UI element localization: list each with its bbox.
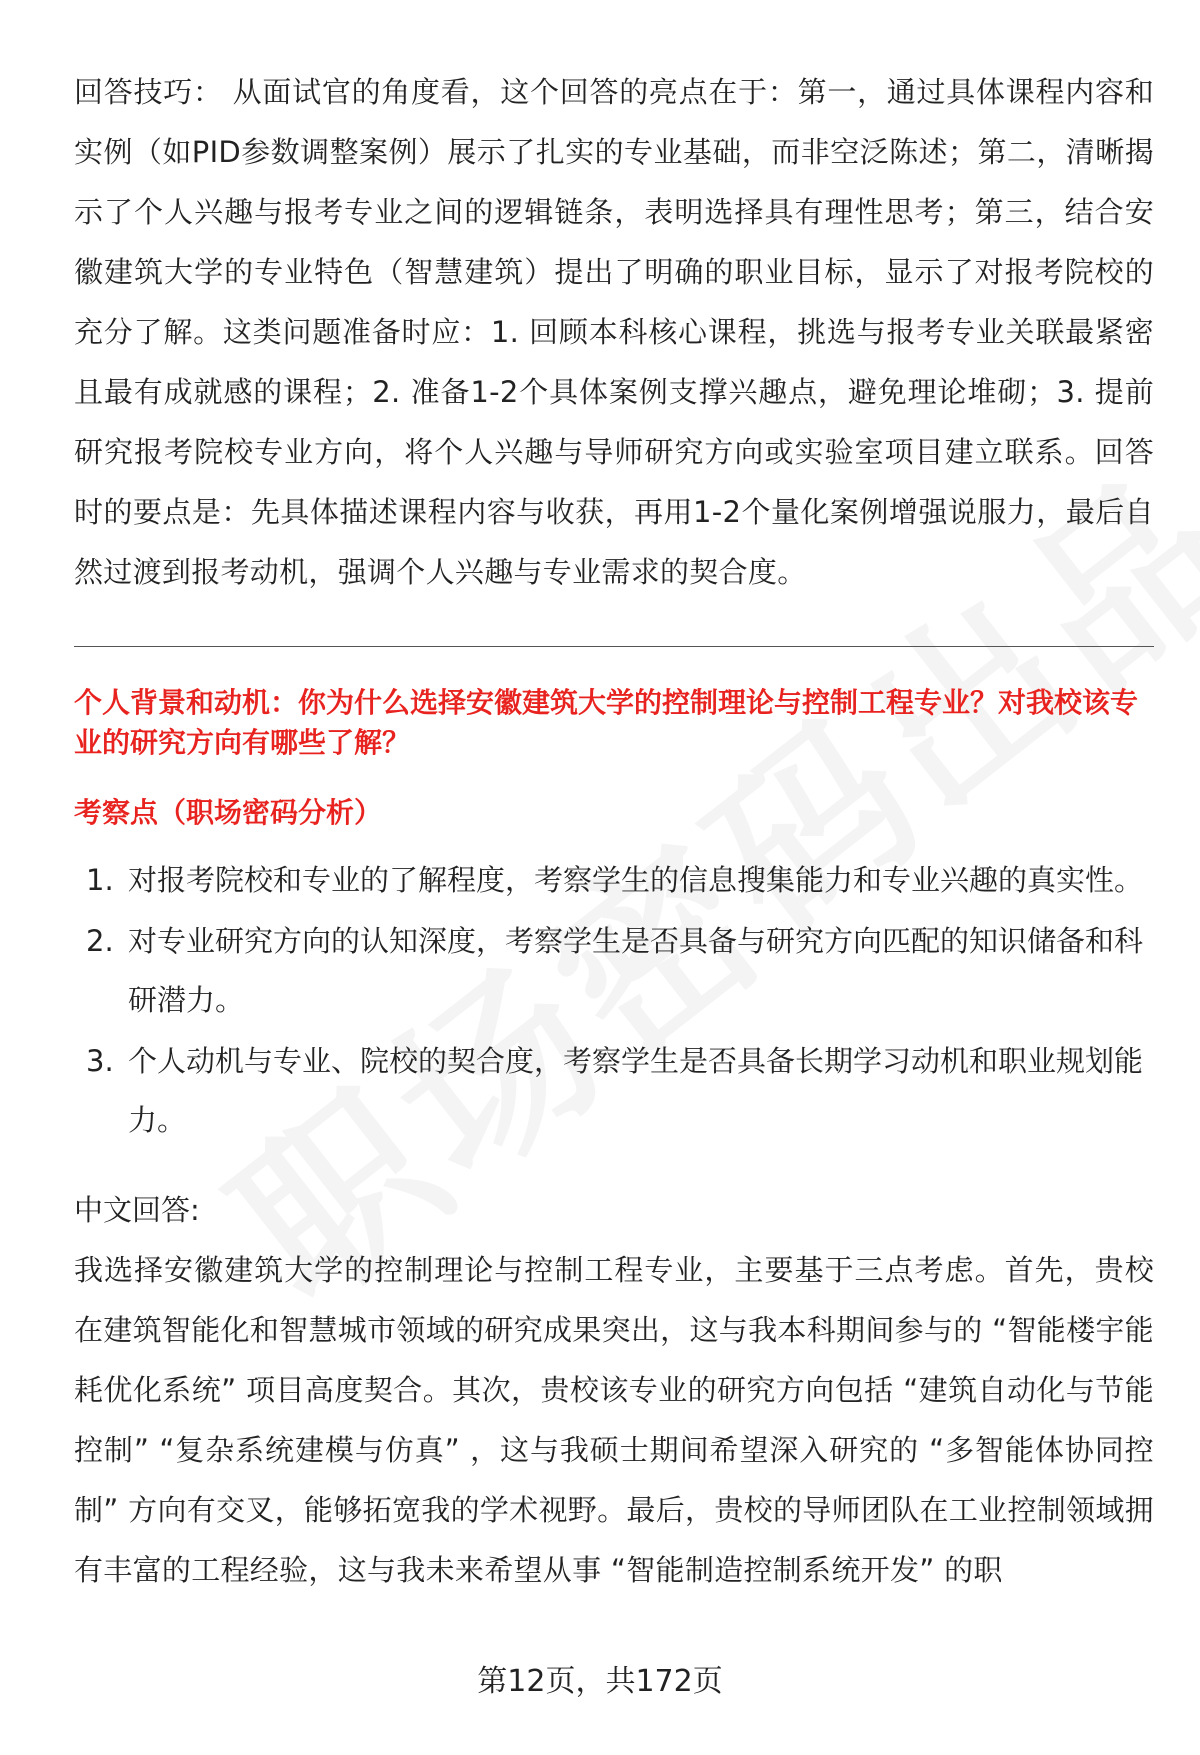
list-item-number: 2. — [86, 924, 114, 958]
answer-tips-paragraph: 回答技巧： 从面试官的角度看，这个回答的亮点在于：第一，通过具体课程内容和实例（如PID参数调整案例）展示了扎实的专业基础，而非空泛陈述；第二，清晰揭示了个人兴趣与报考专业之间的逻辑链条，表明选择具有理性思考；第三，结合安徽建筑大学的专业特色（智慧建筑）提出了明确的职业目标，显示了对报考院校的充分了解。这类问题准备时应：1. 回顾本科核心课程，挑选与报考专业关联最紧密且最有成就感的课程；2. 准备1-2个具体案例支撑兴趣点，避免理论堆砌；3. 提前研究报考院校专业方向，将个人兴趣与导师研究方向或实验室项目建立联系。回答时的要点是：先具体描述课程内容与收获，再用1-2个量化案例增强说服力，最后自然过渡到报考动机，强调个人兴趣与专业需求的契合度。 — [74, 75, 1154, 589]
list-item — [74, 851, 1154, 910]
chinese-answer-label: 中文回答: — [74, 1193, 200, 1227]
list-item-text: 对报考院校和专业的了解程度，考察学生的信息搜集能力和专业兴趣的真实性。 — [128, 863, 1144, 897]
list-item-number: 3. — [86, 1044, 114, 1078]
list-item-text: 个人动机与专业、院校的契合度，考察学生是否具备长期学习动机和职业规划能力。 — [128, 1044, 1144, 1137]
section-divider — [74, 646, 1154, 647]
list-item-number: 1. — [86, 863, 114, 897]
question-heading: 个人背景和动机：你为什么选择安徽建筑大学的控制理论与控制工程专业？对我校该专业的研究方向有哪些了解？ — [74, 686, 1139, 759]
chinese-answer-paragraph: 我选择安徽建筑大学的控制理论与控制工程专业，主要基于三点考虑。首先，贵校在建筑智能化和智慧城市领域的研究成果突出，这与我本科期间参与的 “智能楼宇能耗优化系统” 项目高度契合。其次，贵校该专业的研究方向包括 “建筑自动化与节能控制” “复杂系统建模与仿真” ，这与我硕士期间希望深入研究的 “多智能体协同控制” 方向有交叉，能够拓宽我的学术视野。最后，贵校的导师团队在工业控制领域拥有丰富的工程经验，这与我未来希望从事 “智能制造控制系统开发” 的职 — [74, 1253, 1154, 1587]
list-item — [74, 1032, 1154, 1150]
list-item-text: 对专业研究方向的认知深度，考察学生是否具备与研究方向匹配的知识储备和科研潜力。 — [128, 924, 1144, 1017]
list-item — [74, 912, 1154, 1030]
assessment-points-label: 考察点（职场密码分析） — [74, 796, 383, 829]
assessment-points-list — [74, 851, 1154, 1150]
page-content — [74, 62, 1154, 1600]
page-number-footer: 第12页，共172页 — [477, 1664, 723, 1699]
